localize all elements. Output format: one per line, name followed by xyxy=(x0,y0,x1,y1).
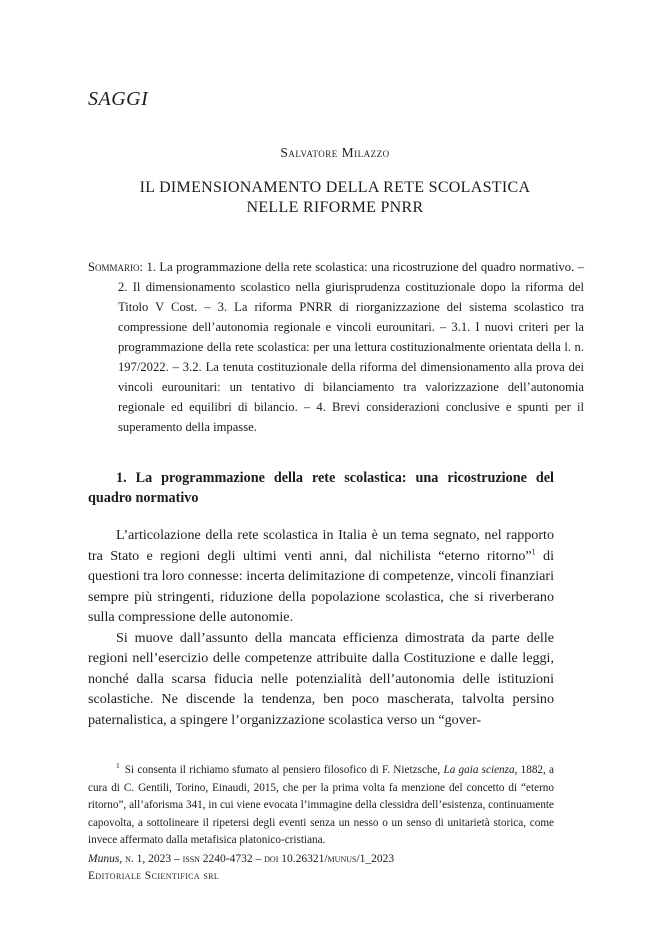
section-label: SAGGI xyxy=(88,88,149,110)
journal-name: Munus xyxy=(88,853,120,865)
publisher-name: Editoriale Scientifica srl xyxy=(88,870,220,882)
body-text xyxy=(88,525,554,730)
body-paragraph-2: Si muove dall’assunto della mancata efficienza dimostrata da parte delle regioni nell’esercizio delle competenze attribuite dalla Costituzione e dalle leggi, nonché dalla scarsa fiducia nelle potenzialità dell’autonomia delle istituzioni scolastiche. Ne discende la tendenza, ben poco mascherata, talvolta persino paternalistica, a spingere l’organizzazione scolastica verso un “gover- xyxy=(88,629,554,728)
article-title xyxy=(88,178,582,218)
footnote-text-start: Si consenta il richiamo sfumato al pensiero filosofico di F. Nietzsche, xyxy=(124,764,444,776)
footnote-number: 1 xyxy=(116,761,120,771)
section-heading: 1. La programmazione della rete scolastica: una ricostruzione del quadro normativo xyxy=(88,470,554,506)
footnote xyxy=(88,762,554,850)
footnote-text-end: , 1882, a cura di C. Gentili, Torino, Einaudi, 2015, che per la prima volta fa menzione del concetto di “eterno ritorno”, all’aforisma 341, in cui viene evocata l’immagine della clessidra dell’esistenza, continuamente capovolta, a sottolineare il ripetersi degli eventi senza un nesso o un senso di unitarietà storica, come invece affermato dalla metafisica platonico-cristiana. xyxy=(88,764,555,847)
footnote-work-title: La gaia scienza xyxy=(443,764,515,776)
body-paragraph-1-end: di questioni tra loro connesse: incerta delimitazione di competenze, vincoli finanziari sempre più stringenti, riduzione della popolazione scolastica, che si riverberano sulla compressione delle autonomie. xyxy=(88,547,554,625)
journal-citation: , n. 1, 2023 – issn 2240-4732 – doi 10.26321/munus/1_2023 xyxy=(119,853,395,865)
article-title-line-2: NELLE RIFORME PNRR xyxy=(246,199,424,216)
body-paragraph-1-start: L’articolazione della rete scolastica in Italia è un tema segnato, nel rapporto tra Stato e regioni degli ultimi venti anni, dal nichilista “eterno ritorno” xyxy=(88,527,554,564)
page-footer xyxy=(88,851,394,885)
summary xyxy=(88,257,584,437)
summary-text: 1. La programmazione della rete scolastica: una ricostruzione del quadro normativo. – 2. Il dimensionamento scolastico nella giurisprudenza costituzionale dopo la riforma del Titolo V Cost. – 3. La riforma PNRR di riorganizzazione del sistema scolastico tra compressione dell’autonomia regionale e vincoli eurounitari. – 3.1. I nuovi criteri per la programmazione della rete scolastica: per una lettura costituzionalmente orientata della l. n. 197/2022. – 3.2. La tenuta costituzionale della riforma del dimensionamento alla prova dei vincoli eurounitari: un tentativo di bilanciamento tra valorizzazione dell’autonomia regionale ed equilibri di bilancio. – 4. Brevi considerazioni conclusive e spunti per il superamento della impasse. xyxy=(118,260,584,434)
body-paragraph-1 xyxy=(88,525,554,628)
article-title-line-1: IL DIMENSIONAMENTO DELLA RETE SCOLASTICA xyxy=(139,179,531,196)
summary-lead: Sommario: xyxy=(88,260,144,274)
author-name: Salvatore Milazzo xyxy=(280,145,390,160)
footnote-reference[interactable]: 1 xyxy=(531,546,536,556)
